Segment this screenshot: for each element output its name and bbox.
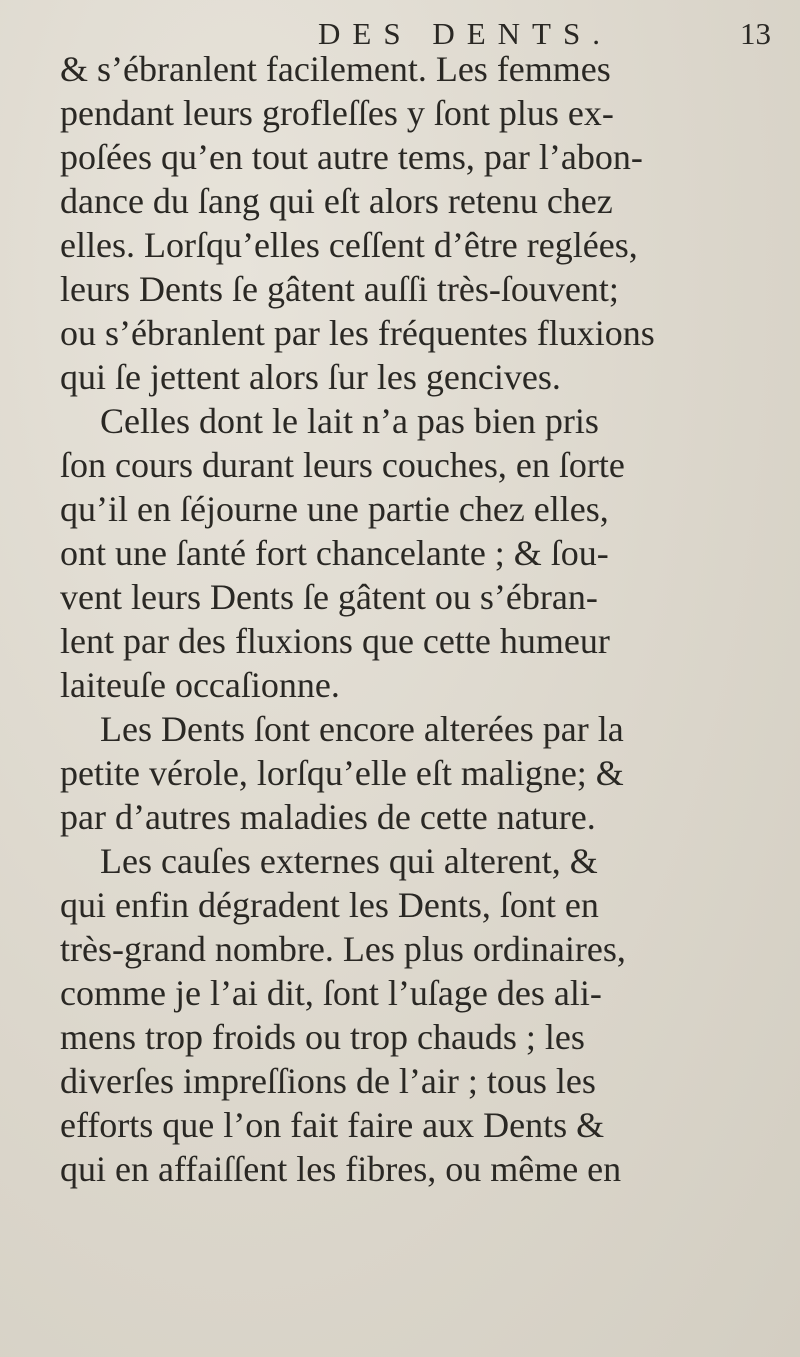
running-title: DES DENTS. — [318, 16, 612, 51]
text-line: qu’il en ſéjourne une partie chez elles, — [60, 489, 609, 529]
paragraph-start-line: Les Dents ſont encore alterées par la — [100, 709, 624, 749]
text-line: elles. Lorſqu’elles ceſſent d’être reglées, — [60, 225, 638, 265]
text-line: laiteuſe occaſionne. — [60, 665, 340, 705]
text-line: par d’autres maladies de cette nature. — [60, 797, 596, 837]
text-line: pendant leurs grofleſſes y ſont plus ex- — [60, 93, 614, 133]
text-line: lent par des fluxions que cette humeur — [60, 621, 610, 661]
paragraph-start-line: Les cauſes externes qui alterent, & — [100, 841, 598, 881]
text-line: vent leurs Dents ſe gâtent ou s’ébran- — [60, 577, 598, 617]
text-line: mens trop froids ou trop chauds ; les — [60, 1017, 585, 1057]
text-line: dance du ſang qui eſt alors retenu chez — [60, 181, 613, 221]
text-line: ou s’ébranlent par les fréquentes fluxions — [60, 313, 655, 353]
text-line: efforts que l’on fait faire aux Dents & — [60, 1105, 605, 1145]
paragraph-start-line: Celles dont le lait n’a pas bien pris — [100, 401, 599, 441]
text-line: & s’ébranlent facilement. Les femmes — [60, 49, 611, 89]
text-line: ſon cours durant leurs couches, en ſorte — [60, 445, 625, 485]
page-number: 13 — [740, 16, 771, 51]
text-line: poſées qu’en tout autre tems, par l’abon- — [60, 137, 643, 177]
text-line: comme je l’ai dit, ſont l’uſage des ali- — [60, 973, 602, 1013]
running-header — [0, 10, 800, 50]
text-line: petite vérole, lorſqu’elle eſt maligne; & — [60, 753, 624, 793]
text-line: très-grand nombre. Les plus ordinaires, — [60, 929, 626, 969]
text-line: ont une ſanté fort chancelante ; & ſou- — [60, 533, 609, 573]
text-line: qui en affaiſſent les fibres, ou même en — [60, 1149, 622, 1189]
text-line: qui enfin dégradent les Dents, ſont en — [60, 885, 599, 925]
text-line: leurs Dents ſe gâtent auſſi très-ſouvent; — [60, 269, 619, 309]
text-line: diverſes impreſſions de l’air ; tous les — [60, 1061, 596, 1101]
text-line: qui ſe jettent alors ſur les gencives. — [60, 357, 561, 397]
